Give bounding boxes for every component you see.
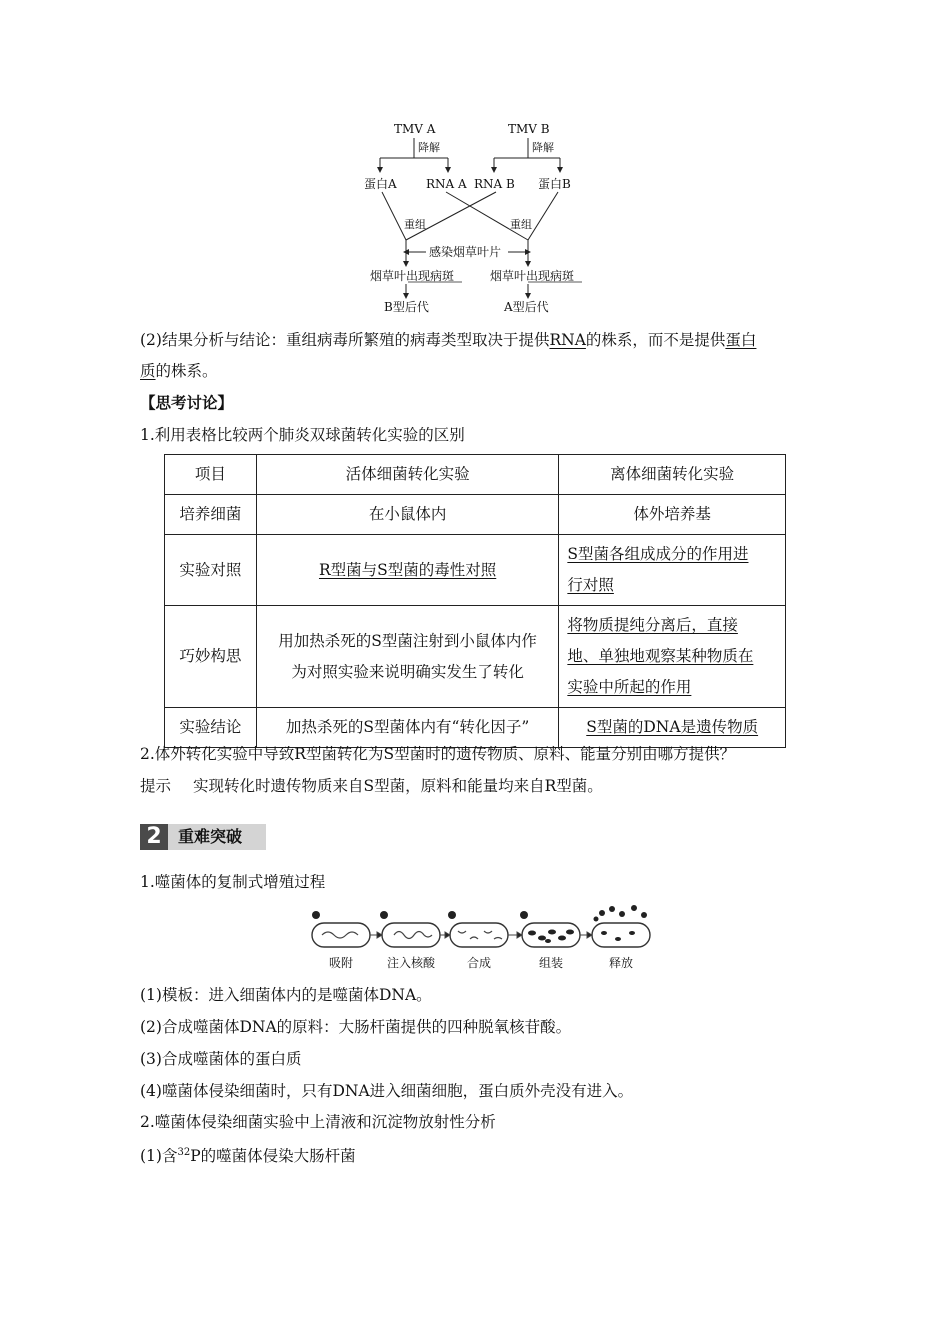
tmv-a-label: TMV A — [394, 122, 436, 136]
design-line1: 用加热杀死的S型菌注射到小鼠体内作 — [278, 631, 537, 650]
phage-step-assemble: 组装 — [538, 956, 564, 970]
table-cell-in-vivo: 在小鼠体内 — [256, 495, 558, 535]
tmv-b-label: TMV B — [508, 122, 550, 136]
phage-step-adsorb: 吸附 — [328, 956, 354, 970]
result-rna: RNA — [549, 331, 586, 349]
table-header-cell: 离体细菌转化实验 — [559, 455, 786, 495]
recombine-left-label: 重组 — [404, 218, 426, 231]
in-vitro-design-line3: 实验中所起的作用 — [567, 678, 692, 696]
section-number: 2 — [140, 824, 168, 850]
table-header-row — [165, 455, 786, 495]
in-vitro-control-line2: 行对照 — [567, 576, 614, 594]
table-row — [165, 606, 786, 708]
hint-line — [140, 776, 603, 796]
analysis-heading: 2.噬菌体侵染细菌实验中上清液和沉淀物放射性分析 — [140, 1113, 496, 1131]
section-badge — [140, 824, 266, 850]
offspring-left-label: B型后代 — [384, 300, 429, 314]
table-row — [165, 535, 786, 606]
table-cell-in-vitro — [559, 708, 786, 748]
offspring-right-label: A型后代 — [504, 300, 549, 314]
in-vitro-design-line2: 地、单独地观察某种物质在 — [567, 647, 754, 665]
phage-point-1: (1)模板：进入细菌体内的是噬菌体DNA。 — [140, 986, 432, 1004]
control-text: R型菌与S型菌的毒性对照 — [318, 560, 497, 579]
result-protein-2: 质 — [140, 362, 156, 380]
table-cell-item: 培养细菌 — [165, 495, 257, 535]
infect-label: 感染烟草叶片 — [429, 245, 502, 259]
comparison-table — [164, 454, 786, 748]
phage-point-3: (3)合成噬菌体的蛋白质 — [140, 1050, 302, 1068]
table-cell-item: 实验对照 — [165, 535, 257, 606]
question-2: 2.体外转化实验中导致R型菌转化为S型菌时的遗传物质、原料、能量分别由哪方提供？ — [140, 745, 736, 763]
cell-adsorb — [312, 923, 370, 947]
table-row — [165, 495, 786, 535]
p32-superscript: 32 — [177, 1147, 191, 1158]
p32-prefix: (1)含 — [140, 1147, 178, 1166]
discussion-heading: 【思考讨论】 — [140, 393, 234, 412]
phage-point-4: (4)噬菌体侵染细菌时，只有DNA进入细菌细胞，蛋白质外壳没有进入。 — [140, 1082, 634, 1100]
phage-point-2: (2)合成噬菌体DNA的原料：大肠杆菌提供的四种脱氧核苷酸。 — [140, 1018, 572, 1036]
result-prefix: (2)结果分析与结论：重组病毒所繁殖的病毒类型取决于提供 — [140, 331, 550, 349]
in-vitro-control-line1: S型菌各组成成分的作用进 — [567, 545, 749, 563]
table-cell-in-vivo: 加热杀死的S型菌体内有“转化因子” — [256, 708, 558, 748]
table-cell-in-vitro — [559, 535, 786, 606]
section-title: 重难突破 — [178, 827, 243, 846]
conclusion-text: S型菌的DNA是遗传物质 — [586, 718, 759, 736]
result-paragraph-line2 — [140, 361, 218, 381]
result-mid: 的株系，而不是提供 — [585, 331, 726, 349]
table-cell-in-vivo — [256, 535, 558, 606]
hint-label: 提示 — [140, 777, 172, 795]
p32-line — [140, 1143, 356, 1166]
table-cell-item: 实验结论 — [165, 708, 257, 748]
rna-a-label: RNA A — [426, 177, 467, 191]
table-row — [165, 708, 786, 748]
tmv-diagram — [360, 118, 600, 318]
result-protein-1: 蛋白 — [725, 331, 757, 349]
degrade-a-label: 降解 — [418, 141, 440, 154]
cell-release — [592, 923, 650, 947]
result-suffix: 的株系。 — [155, 362, 218, 380]
table-header-cell: 活体细菌转化实验 — [256, 455, 558, 495]
degrade-b-label: 降解 — [532, 141, 554, 154]
recombine-right-label: 重组 — [510, 218, 532, 231]
table-cell-in-vitro: 体外培养基 — [559, 495, 786, 535]
spots-right-label: 烟草叶出现病斑 — [490, 269, 575, 283]
table-header-cell: 项目 — [165, 455, 257, 495]
phage-step-release: 释放 — [608, 956, 634, 970]
hint-text: 实现转化时遗传物质来自S型菌，原料和能量均来自R型菌。 — [193, 777, 603, 795]
phage-heading: 1.噬菌体的复制式增殖过程 — [140, 873, 326, 891]
phage-diagram — [300, 905, 660, 973]
protein-a-label: 蛋白A — [364, 177, 397, 191]
result-paragraph-line1 — [140, 330, 756, 350]
phage-step-inject: 注入核酸 — [386, 956, 436, 970]
table-cell-in-vitro — [559, 606, 786, 708]
rna-b-label: RNA B — [474, 177, 515, 191]
spots-left-label: 烟草叶出现病斑 — [370, 269, 455, 283]
design-line2: 为对照实验来说明确实发生了转化 — [291, 662, 524, 681]
in-vitro-design-line1: 将物质提纯分离后，直接 — [567, 616, 738, 634]
question-1: 1.利用表格比较两个肺炎双球菌转化实验的区别 — [140, 426, 465, 444]
p32-suffix: P的噬菌体侵染大肠杆菌 — [190, 1147, 356, 1166]
table-cell-in-vivo — [256, 606, 558, 708]
table-cell-item: 巧妙构思 — [165, 606, 257, 708]
protein-b-label: 蛋白B — [538, 177, 571, 191]
phage-step-synthesize: 合成 — [466, 956, 492, 970]
cell-synthesize — [450, 923, 508, 947]
